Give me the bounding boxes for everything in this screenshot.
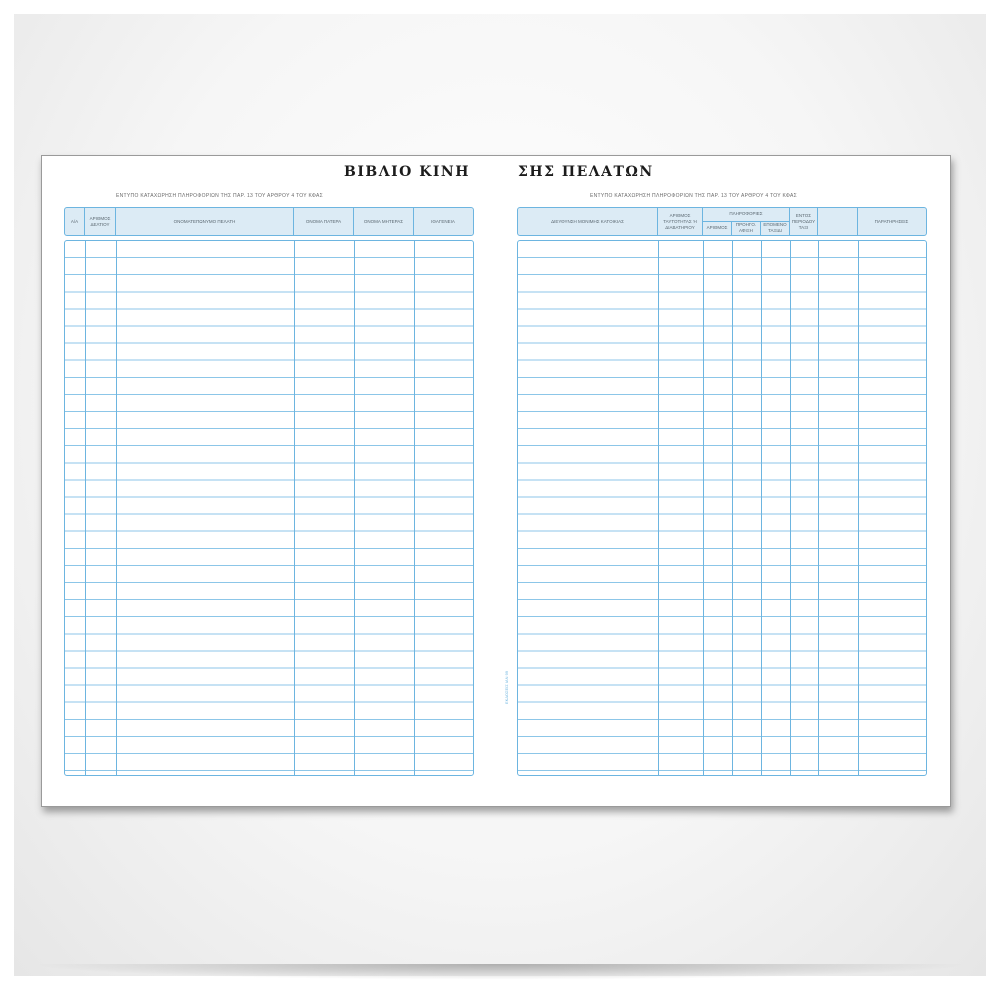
column-divider bbox=[116, 241, 117, 775]
column-divider bbox=[354, 241, 355, 775]
col-header-father-name bbox=[294, 208, 354, 235]
col-header-prev-arrival: ΠΡΟΗΓΟ. ΑΦΙΞΗ bbox=[732, 222, 761, 236]
publisher-code: ΕΚΔΟΣΕΙΣ ΙΑΝ 99 bbox=[504, 670, 509, 704]
column-divider bbox=[703, 241, 704, 775]
col-header-label: ΑΡΙΘΜΟΣ ΔΕΛΤΙΟΥ bbox=[89, 215, 111, 227]
left-table-header bbox=[64, 207, 474, 236]
subtitle-left: ΕΝΤΥΠΟ ΚΑΤΑΧΩΡΗΣΗ ΠΛΗΡΟΦΟΡΙΩΝ ΤΗΣ ΠΑΡ. 13 ΤΟΥ ΑΡΘΡΟΥ 4 ΤΟΥ ΚΦΑΣ bbox=[116, 193, 324, 199]
col-header-label: ΠΑΡΑΤΗΡΗΣΕΙΣ bbox=[874, 218, 909, 224]
col-header-label: ΑΡΙΘΜΟΣ ΤΑΥΤΟΤΗΤΑΣ Ή ΔΙΑΒΑΤΗΡΙΟΥ bbox=[663, 212, 697, 230]
col-header-number: ΑΡΙΘΜΟΣ bbox=[703, 222, 732, 236]
column-divider bbox=[790, 241, 791, 775]
col-header-next-trip: ΕΠΟΜΕΝΟ ΤΑΞΙΔΙ bbox=[763, 222, 787, 234]
col-header-label: Α/Α bbox=[70, 218, 79, 224]
col-header-info-group bbox=[703, 208, 790, 235]
col-header-blank bbox=[818, 208, 858, 235]
col-header-label: ΔΙΕΥΘΥΝΣΗ ΜΟΝΙΜΗΣ ΚΑΤΟΙΚΙΑΣ bbox=[551, 218, 624, 224]
title-left: ΒΙΒΛΙΟ ΚΙΝΗ bbox=[344, 164, 470, 180]
col-header-label: ΟΝΟΜΑ ΜΗΤΕΡΑΣ bbox=[363, 218, 404, 224]
column-divider bbox=[858, 241, 859, 775]
column-divider bbox=[658, 241, 659, 775]
column-divider bbox=[294, 241, 295, 775]
column-divider bbox=[761, 241, 762, 775]
col-header-label: ΙΘΑΓΕΝΕΙΑ bbox=[431, 218, 455, 224]
ledger-spread bbox=[41, 155, 951, 807]
column-divider bbox=[818, 241, 819, 775]
column-divider bbox=[414, 241, 415, 775]
col-header-aa bbox=[65, 208, 85, 235]
col-header-nationality bbox=[414, 208, 472, 235]
col-header-customer-name bbox=[116, 208, 294, 235]
col-header-label: ΕΝΤΟΣ ΠΕΡΙΟΔΟΥ ΤΑΞΙ bbox=[791, 212, 816, 230]
title-right: ΣΗΣ ΠΕΛΑΤΩΝ bbox=[518, 164, 654, 180]
col-header-period bbox=[790, 208, 818, 235]
col-header-address bbox=[518, 208, 658, 235]
col-header-label: ΟΝΟΜΑ ΠΑΤΕΡΑ bbox=[305, 218, 342, 224]
info-subcolumns bbox=[703, 222, 789, 236]
left-table-body bbox=[64, 240, 474, 776]
col-header-label: ΟΝΟΜΑΤΕΠΩΝΥΜΟ ΠΕΛΑΤΗ bbox=[173, 218, 236, 224]
info-group-label: ΠΛΗΡΟΦΟΡΙΕΣ bbox=[703, 208, 789, 222]
column-divider bbox=[85, 241, 86, 775]
col-header-voucher bbox=[85, 208, 116, 235]
backdrop-shadow bbox=[30, 964, 970, 980]
col-header-remarks bbox=[858, 208, 925, 235]
right-table-header bbox=[517, 207, 927, 236]
right-table-body bbox=[517, 240, 927, 776]
col-header-mother-name bbox=[354, 208, 414, 235]
subtitle-right: ΕΝΤΥΠΟ ΚΑΤΑΧΩΡΗΣΗ ΠΛΗΡΟΦΟΡΙΩΝ ΤΗΣ ΠΑΡ. 13 ΤΟΥ ΑΡΘΡΟΥ 4 ΤΟΥ ΚΦΑΣ bbox=[590, 193, 798, 199]
col-header-id-number bbox=[658, 208, 703, 235]
column-divider bbox=[732, 241, 733, 775]
